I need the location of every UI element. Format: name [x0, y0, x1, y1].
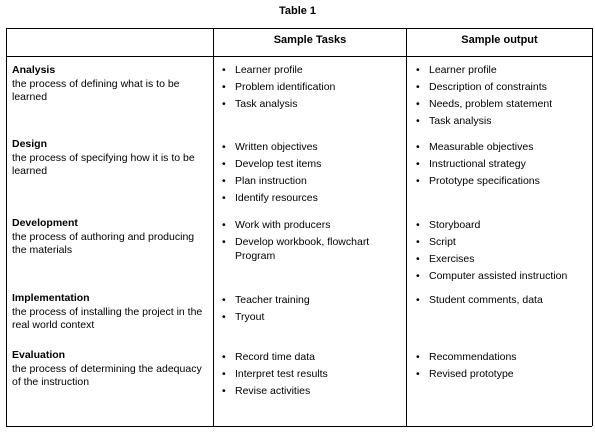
list-item: • Measurable objectives [414, 141, 590, 155]
phase-cell-implementation [12, 292, 207, 333]
phase-description: the process of specifying how it is to be learned [12, 151, 195, 177]
list-item: • Record time data [220, 351, 400, 365]
header-sample-output: Sample output [461, 34, 538, 46]
tasks-list-development [220, 219, 400, 267]
phase-description: the process of defining what is to be learned [12, 77, 180, 103]
phase-name: Design [12, 138, 48, 150]
list-item: • Tryout [220, 311, 400, 325]
phase-name: Evaluation [12, 349, 66, 361]
list-item: • Needs, problem statement [414, 98, 590, 112]
list-item: • Script [414, 236, 590, 250]
list-item: • Description of constraints [414, 81, 590, 95]
outputs-list-design [414, 141, 590, 192]
list-item: • Learner profile [220, 64, 400, 78]
phase-cell-evaluation [12, 349, 207, 390]
table-border-left [6, 28, 7, 426]
list-item: • Learner profile [414, 64, 590, 78]
list-item: • Develop workbook, flowchart Program [220, 236, 400, 263]
list-item: • Recommendations [414, 351, 590, 365]
list-item: • Develop test items [220, 158, 400, 172]
list-item: • Teacher training [220, 294, 400, 308]
header-sample-tasks: Sample Tasks [273, 34, 347, 46]
list-item: • Plan instruction [220, 175, 400, 189]
list-item: • Revise activities [220, 385, 400, 399]
phase-cell-design [12, 138, 207, 179]
header-divider [6, 56, 592, 57]
phase-description: the process of authoring and producing the materials [12, 230, 195, 256]
outputs-list-analysis [414, 64, 590, 132]
tasks-list-analysis [220, 64, 400, 115]
list-item: • Interpret test results [220, 368, 400, 382]
tasks-list-evaluation [220, 351, 400, 402]
list-item: • Exercises [414, 253, 590, 267]
table-border-right [592, 28, 593, 426]
tasks-list-design [220, 141, 400, 209]
outputs-list-development [414, 219, 590, 287]
column-divider-output [406, 28, 407, 426]
list-item: • Task analysis [220, 98, 400, 112]
phase-cell-analysis [12, 64, 207, 105]
table-caption: Table 1 [278, 5, 317, 17]
list-item: • Revised prototype [414, 368, 590, 382]
tasks-list-implementation [220, 294, 400, 328]
list-item: • Identify resources [220, 192, 400, 206]
list-item: • Student comments, data [414, 294, 590, 308]
outputs-list-evaluation [414, 351, 590, 385]
list-item: • Computer assisted instruction [414, 270, 590, 284]
phase-description: the process of installing the project in the real world context [12, 305, 203, 331]
phase-description: the process of determining the adequacy of the instruction [12, 362, 202, 388]
list-item: • Problem identification [220, 81, 400, 95]
list-item: • Written objectives [220, 141, 400, 155]
list-item: • Storyboard [414, 219, 590, 233]
list-item: • Work with producers [220, 219, 400, 233]
table-border-bottom [6, 426, 592, 427]
phase-name: Analysis [12, 64, 56, 76]
list-item: • Task analysis [414, 115, 590, 129]
phase-cell-development [12, 217, 207, 258]
phase-name: Development [12, 217, 78, 229]
list-item: • Instructional strategy [414, 158, 590, 172]
phase-name: Implementation [12, 292, 90, 304]
list-item: • Prototype specifications [414, 175, 590, 189]
table-border-top [6, 28, 592, 29]
outputs-list-implementation [414, 294, 590, 311]
column-divider-tasks [213, 28, 214, 426]
